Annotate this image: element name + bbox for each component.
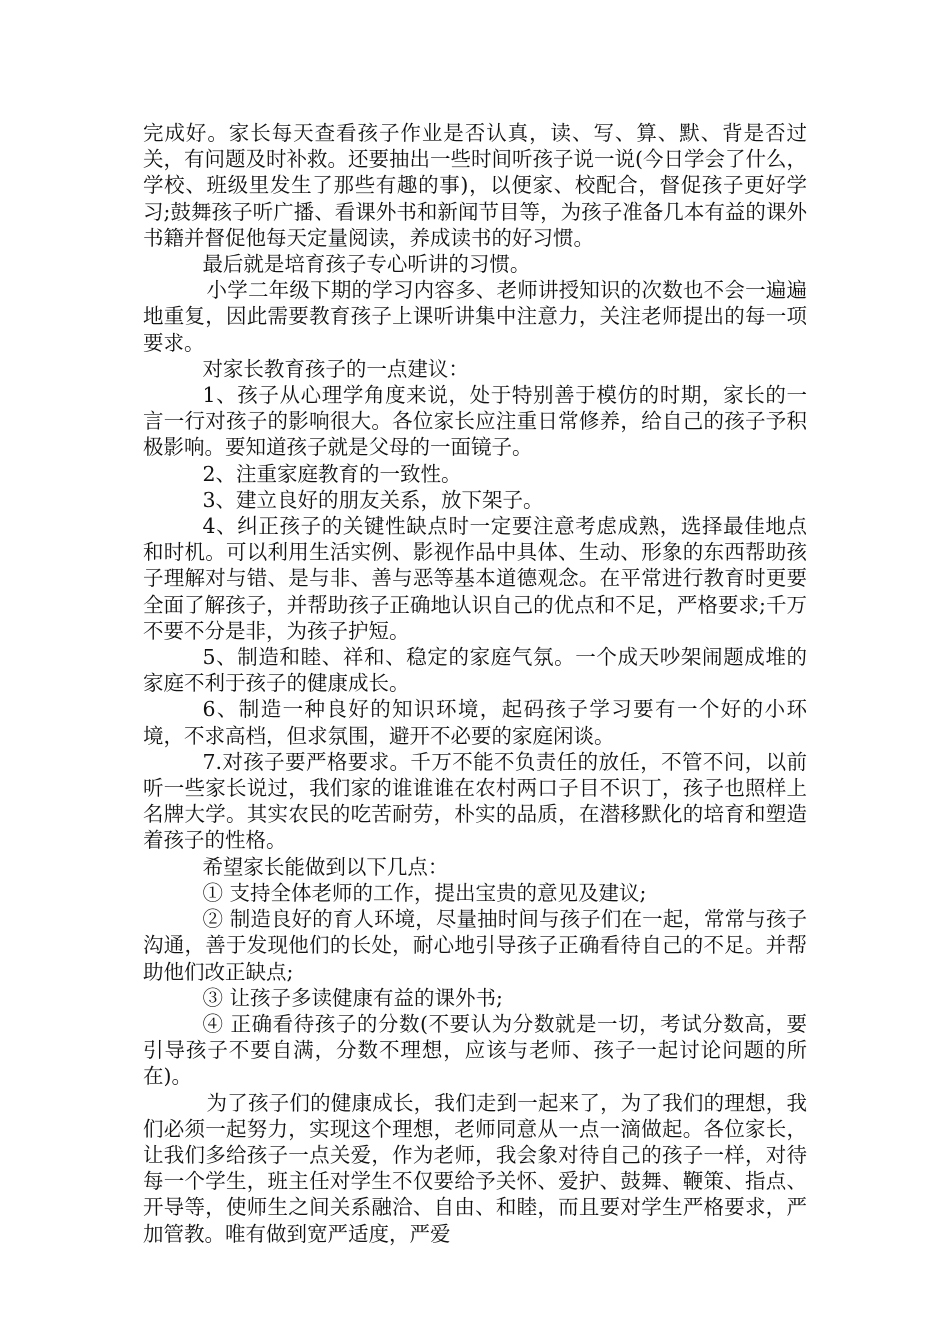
list-item-advice-3: 3、建立良好的朋友关系，放下架子。	[202, 487, 544, 512]
list-item-advice-5: 5、制造和睦、祥和、稳定的家庭气氛。一个成天吵架闹题成堆的家庭不利于孩子的健康成长。	[143, 645, 807, 696]
document-page	[143, 120, 807, 1247]
paragraph-advice-heading: 对家长教育孩子的一点建议：	[202, 356, 469, 381]
paragraph-closing: 为了孩子们的健康成长，我们走到一起来了，为了我们的理想，我们必须一起努力，实现这个理想，老师同意从一点一滴做起。各位家长，让我们多给孩子一点关爱，作为老师，我会象对待自己的孩子一样，对待每一个学生，班主任对学生不仅要给予关怀、爱护、鼓舞、鞭策、指点、开导等，使师生之间关系融洽、自由、和睦，而且要对学生严格要求，严加管教。唯有做到宽严适度，严爱	[143, 1090, 807, 1246]
list-item-advice-4: 4、纠正孩子的关键性缺点时一定要注意考虑成熟，选择最佳地点和时机。可以利用生活实例、影视作品中具体、生动、形象的东西帮助孩子理解对与错、是与非、善与恶等基本道德观念。在平常进行教育时更要全面了解孩子，并帮助孩子正确地认识自己的优点和不足，严格要求;千万不要不分是非，为孩子护短。	[143, 514, 807, 643]
paragraph-homework-check: 完成好。家长每天查看孩子作业是否认真，读、写、算、默、背是否过关，有问题及时补救。还要抽出一些时间听孩子说一说(今日学会了什么，学校、班级里发生了那些有趣的事)，以便家、校配合，督促孩子更好学习;鼓舞孩子听广播、看课外书和新闻节目等，为孩子准备几本有益的课外书籍并督促他每天定量阅读，养成读书的好习惯。	[143, 121, 807, 250]
list-item-hope-2: ② 制造良好的育人环境，尽量抽时间与孩子们在一起，常常与孩子沟通，善于发现他们的长处，耐心地引导孩子正确看待自己的不足。并帮助他们改正缺点;	[143, 907, 807, 984]
list-item-hope-4: ④ 正确看待孩子的分数(不要认为分数就是一切，考试分数高，要引导孩子不要自满，分数不理想，应该与老师、孩子一起讨论问题的所在)。	[143, 1011, 807, 1089]
paragraph-listening-habit: 最后就是培育孩子专心听讲的习惯。	[202, 252, 531, 277]
list-item-advice-6: 6、制造一种良好的知识环境，起码孩子学习要有一个好的小环境，不求高档，但求氛围，避开不必要的家庭闲谈。	[143, 697, 807, 748]
list-item-advice-1: 1、孩子从心理学角度来说，处于特别善于模仿的时期，家长的一言一行对孩子的影响很大。各位家长应注重日常修养，给自己的孩子予积极影响。要知道孩子就是父母的一面镜子。	[143, 383, 807, 460]
list-item-hope-1: ① 支持全体老师的工作，提出宝贵的意见及建议;	[202, 880, 647, 905]
list-item-advice-7: 7.对孩子要严格要求。千万不能不负责任的放任，不管不问，以前听一些家长说过，我们家的谁谁谁在农村两口子目不识丁，孩子也照样上名牌大学。其实农民的吃苦耐劳，朴实的品质，在潜移默化的培育和塑造着孩子的性格。	[143, 749, 807, 853]
paragraph-grade-two-content: 小学二年级下期的学习内容多、老师讲授知识的次数也不会一遍遍地重复，因此需要教育孩子上课听讲集中注意力，关注老师提出的每一项要求。	[143, 278, 807, 355]
list-item-hope-3: ③ 让孩子多读健康有益的课外书;	[202, 985, 503, 1010]
paragraph-hopes-heading: 希望家长能做到以下几点：	[202, 854, 449, 879]
list-item-advice-2: 2、注重家庭教育的一致性。	[202, 461, 462, 486]
